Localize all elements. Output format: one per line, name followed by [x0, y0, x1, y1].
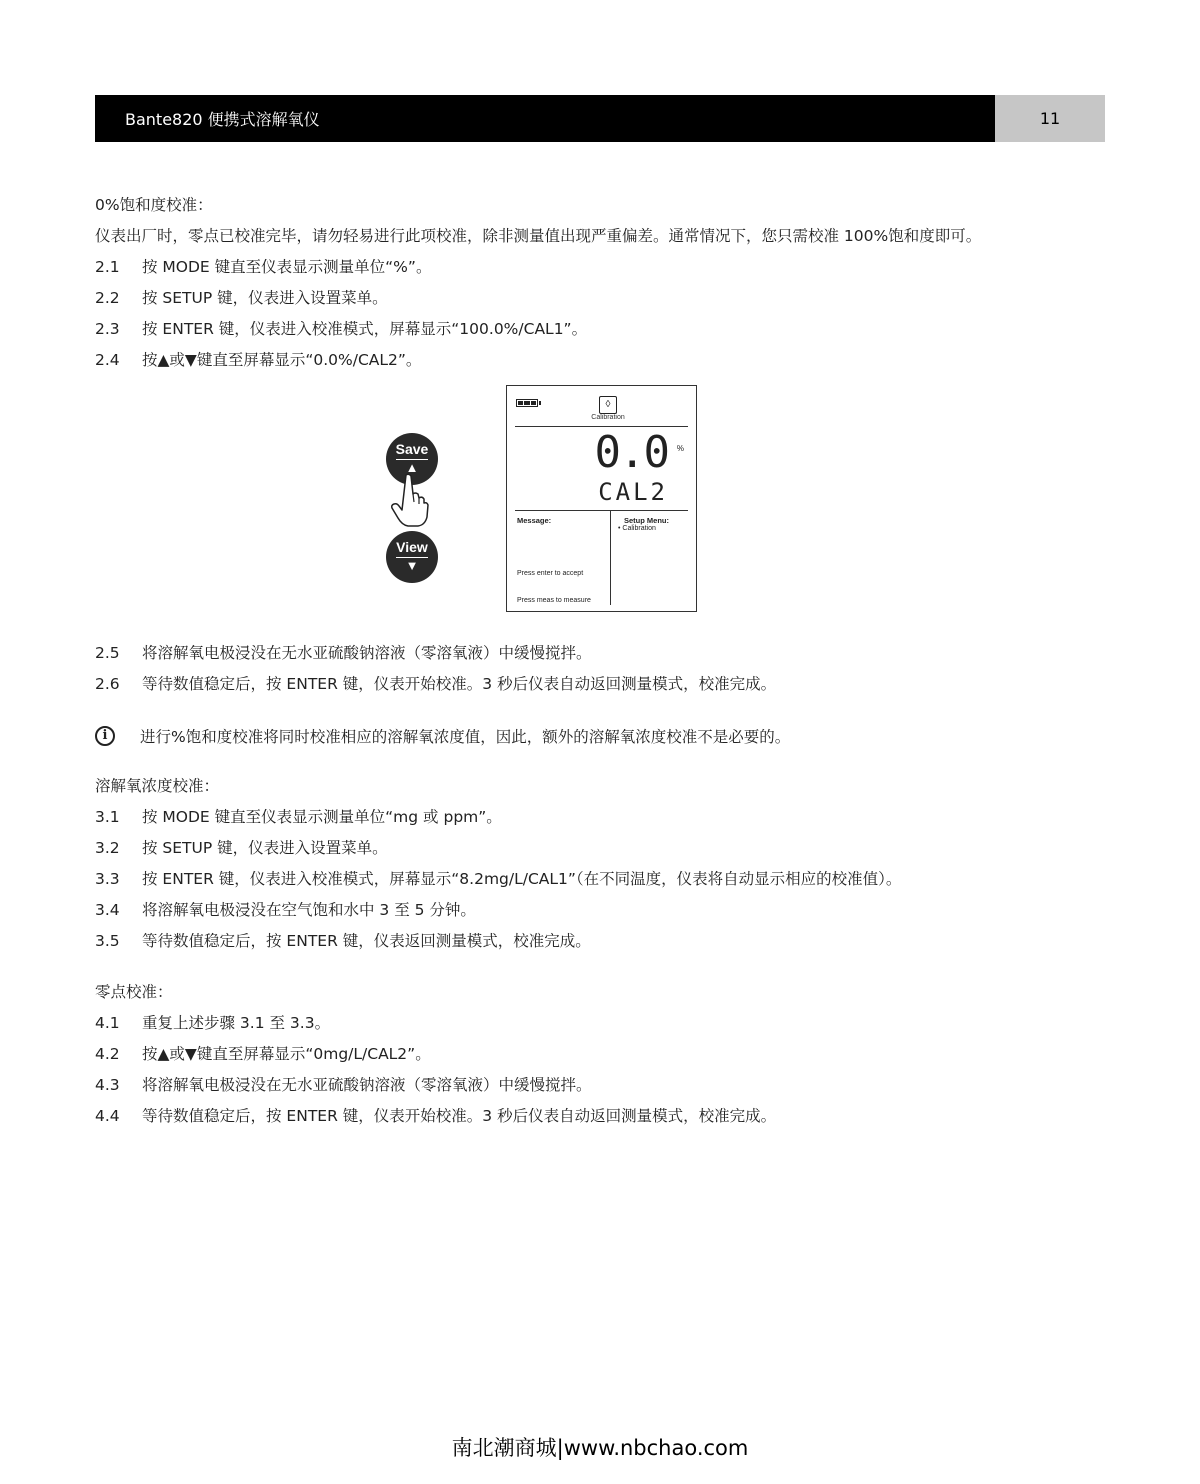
note-text: 进行%饱和度校准将同时校准相应的溶解氧浓度值，因此，额外的溶解氧浓度校准不是必要的。 [140, 727, 791, 746]
battery-icon [516, 399, 538, 407]
step-text: 按 SETUP 键，仪表进入设置菜单。 [142, 839, 388, 857]
lcd-unit: % [676, 444, 684, 453]
step-text: 重复上述步骤 3.1 至 3.3。 [142, 1014, 331, 1032]
info-note [95, 720, 1105, 751]
step-text: 按▲或▼键直至屏幕显示“0.0%/CAL2”。 [142, 351, 422, 369]
step-item [95, 1070, 1105, 1101]
step-item [95, 1039, 1105, 1070]
step-number: 2.4 [95, 351, 120, 369]
step-item [95, 638, 1105, 669]
step-text: 将溶解氧电极浸没在无水亚硫酸钠溶液（零溶氧液）中缓慢搅拌。 [142, 644, 592, 662]
up-arrow-icon: ▲ [405, 460, 419, 475]
view-button-label: View [396, 539, 428, 555]
pointing-hand-icon [389, 472, 429, 528]
message-line: Press enter to accept [517, 570, 584, 577]
page-header [95, 95, 1105, 142]
section-heading-concentration: 溶解氧浓度校准： [95, 777, 220, 795]
step-text: 等待数值稳定后，按 ENTER 键，仪表开始校准。3 秒后仪表自动返回测量模式，校准完成。 [142, 675, 777, 693]
step-text: 等待数值稳定后，按 ENTER 键，仪表开始校准。3 秒后仪表自动返回测量模式，校准完成。 [142, 1107, 777, 1125]
step-text: 按 ENTER 键，仪表进入校准模式，屏幕显示“100.0%/CAL1”。 [142, 320, 588, 338]
step-item [95, 1008, 1105, 1039]
step-number: 4.4 [95, 1107, 120, 1125]
section-heading-zero-saturation: 0%饱和度校准： [95, 196, 213, 214]
step-item [95, 314, 1105, 345]
info-icon: i [95, 726, 115, 746]
step-number: 3.5 [95, 932, 120, 950]
step-text: 将溶解氧电极浸没在无水亚硫酸钠溶液（零溶氧液）中缓慢搅拌。 [142, 1076, 592, 1094]
step-number: 4.2 [95, 1045, 120, 1063]
step-text: 等待数值稳定后，按 ENTER 键，仪表返回测量模式，校准完成。 [142, 932, 591, 950]
step-item [95, 864, 1105, 895]
page-content [95, 190, 1105, 1132]
message-heading: Message: [517, 516, 552, 525]
step-text: 按 MODE 键直至仪表显示测量单位“mg 或 ppm”。 [142, 808, 502, 826]
step-item [95, 895, 1105, 926]
setup-menu-heading: Setup Menu: [624, 516, 669, 525]
setup-menu-item: • Calibration [618, 525, 656, 532]
calibration-figure [95, 376, 1105, 638]
lcd-vertical-divider [610, 510, 611, 605]
step-text: 将溶解氧电极浸没在空气饱和水中 3 至 5 分钟。 [142, 901, 476, 919]
step-text: 按 SETUP 键，仪表进入设置菜单。 [142, 289, 388, 307]
step-number: 4.1 [95, 1014, 120, 1032]
step-item [95, 833, 1105, 864]
step-text: 按 MODE 键直至仪表显示测量单位“%”。 [142, 258, 432, 276]
step-number: 3.3 [95, 870, 120, 888]
step-item [95, 345, 1105, 376]
step-text: 按 ENTER 键，仪表进入校准模式，屏幕显示“8.2mg/L/CAL1”（在不同温度，仪表将自动显示相应的校准值）。 [142, 870, 902, 888]
down-arrow-icon: ▼ [405, 558, 419, 573]
step-number: 2.2 [95, 289, 120, 307]
step-number: 3.4 [95, 901, 120, 919]
header-title: Bante820 便携式溶解氧仪 [95, 95, 995, 142]
step-item [95, 283, 1105, 314]
step-text: 按▲或▼键直至屏幕显示“0mg/L/CAL2”。 [142, 1045, 431, 1063]
message-line: Press meas to measure [517, 597, 591, 604]
page-number: 11 [995, 95, 1105, 142]
footer-watermark: 南北潮商城|www.nbchao.com [451, 1436, 749, 1460]
step-item [95, 802, 1105, 833]
calibration-icon-label: Calibration [591, 414, 625, 421]
step-number: 2.6 [95, 675, 120, 693]
step-number: 4.3 [95, 1076, 120, 1094]
beaker-icon: ◊ [599, 396, 617, 414]
step-item [95, 669, 1105, 700]
section-heading-zero-point: 零点校准： [95, 983, 173, 1001]
step-item [95, 926, 1105, 957]
step-item [95, 1101, 1105, 1132]
step-number: 3.2 [95, 839, 120, 857]
step-number: 2.3 [95, 320, 120, 338]
step-number: 2.5 [95, 644, 120, 662]
step-number: 2.1 [95, 258, 120, 276]
save-button-label: Save [395, 441, 429, 457]
lcd-screen [506, 385, 697, 612]
step-item [95, 252, 1105, 283]
lcd-subtext: CAL2 [598, 478, 668, 506]
intro-paragraph: 仪表出厂时，零点已校准完毕，请勿轻易进行此项校准，除非测量值出现严重偏差。通常情况下，您只需校准 100%饱和度即可。 [95, 227, 982, 245]
lcd-divider [515, 510, 688, 511]
view-down-button [386, 531, 438, 583]
step-number: 3.1 [95, 808, 120, 826]
lcd-reading: 0.0 [594, 427, 668, 478]
